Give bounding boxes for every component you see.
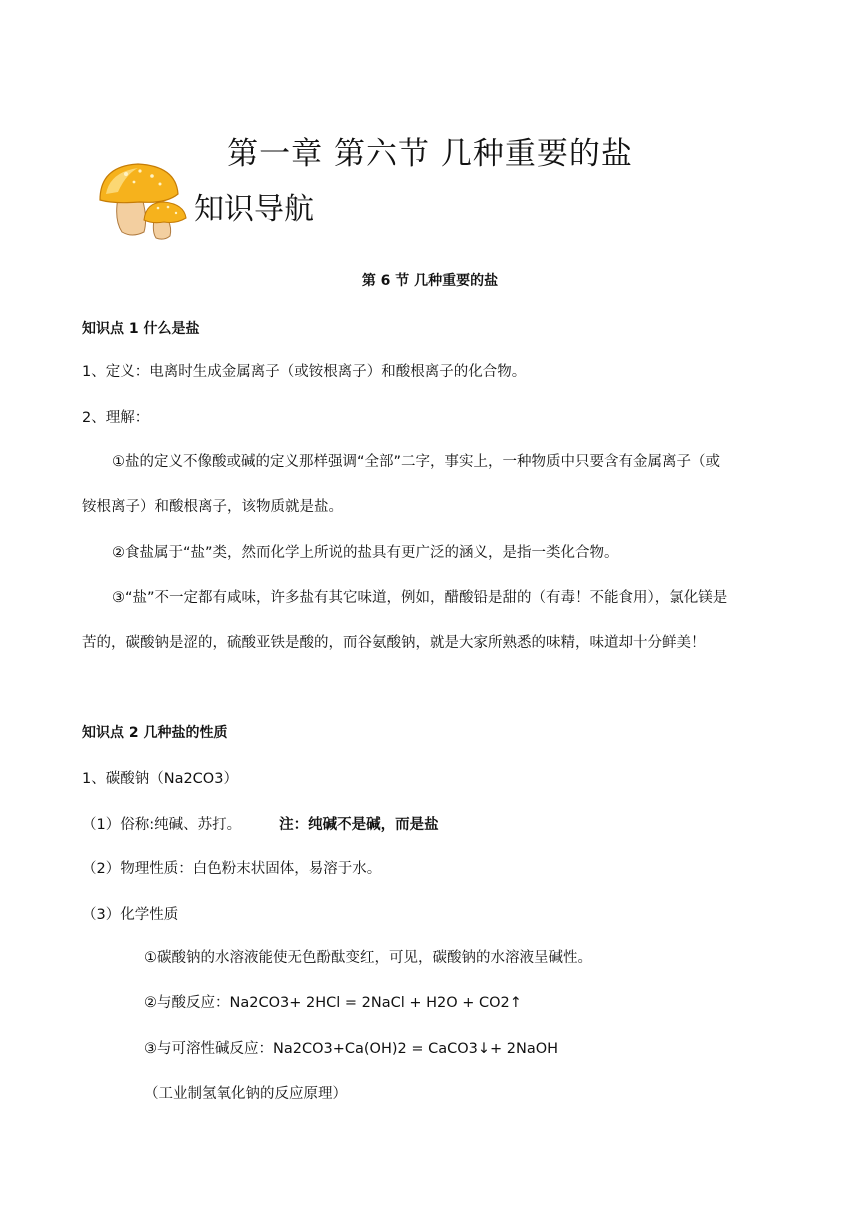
kp2-chemical-label: （3）化学性质 bbox=[82, 907, 179, 923]
section-title: 第 6 节 几种重要的盐 bbox=[361, 273, 499, 289]
kp2-common-name: （1）俗称:纯碱、苏打。 bbox=[82, 817, 242, 833]
mushroom-icon bbox=[96, 158, 192, 242]
kp1-p1-line2: 铵根离子）和酸根离子，该物质就是盐。 bbox=[82, 499, 343, 515]
nav-title: 知识导航 bbox=[194, 192, 314, 227]
kp1-understand-label: 2、理解： bbox=[82, 410, 150, 426]
kp2-heading: 知识点 2 几种盐的性质 bbox=[82, 725, 228, 741]
kp1-p3-line1: ③“盐”不一定都有咸味，许多盐有其它味道，例如，醋酸铅是甜的（有毒！不能食用），氯化镁是 bbox=[112, 590, 728, 606]
page-title: 第一章 第六节 几种重要的盐 bbox=[227, 136, 633, 172]
kp2-note: 注：纯碱不是碱，而是盐 bbox=[279, 817, 439, 833]
kp1-definition: 1、定义：电离时生成金属离子（或铵根离子）和酸根离子的化合物。 bbox=[82, 364, 527, 380]
kp1-p3-line2: 苦的，碳酸钠是涩的，硫酸亚铁是酸的，而谷氨酸钠，就是大家所熟悉的味精，味道却十分鲜美！ bbox=[82, 635, 706, 651]
kp2-c3-note: （工业制氢氧化钠的反应原理） bbox=[144, 1086, 347, 1102]
kp2-c2: ②与酸反应：Na2CO3+ 2HCl = 2NaCl + H2O + CO2↑ bbox=[144, 995, 522, 1011]
kp2-c3: ③与可溶性碱反应：Na2CO3+Ca(OH)2 = CaCO3↓+ 2NaOH bbox=[144, 1041, 559, 1057]
kp1-p1-line1: ①盐的定义不像酸或碱的定义那样强调“全部”二字，事实上，一种物质中只要含有金属离子（或 bbox=[112, 454, 721, 470]
kp2-common-name-row bbox=[82, 813, 439, 834]
kp2-item1: 1、碳酸钠（Na2CO3） bbox=[82, 771, 238, 787]
kp2-c1: ①碳酸钠的水溶液能使无色酚酞变红，可见，碳酸钠的水溶液呈碱性。 bbox=[144, 950, 592, 966]
kp1-p2: ②食盐属于“盐”类，然而化学上所说的盐具有更广泛的涵义，是指一类化合物。 bbox=[112, 545, 619, 561]
kp2-physical: （2）物理性质：白色粉末状固体，易溶于水。 bbox=[82, 861, 382, 877]
kp1-heading: 知识点 1 什么是盐 bbox=[82, 321, 200, 337]
